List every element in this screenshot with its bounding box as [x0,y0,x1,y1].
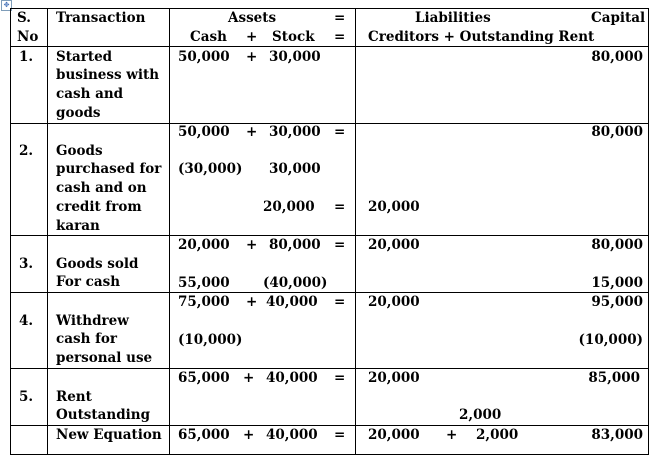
header-stock: Stock [272,29,315,45]
row-divider [11,368,648,369]
row2-open-capital: 80,000 [591,124,643,140]
row4-open-equals: = [334,294,346,310]
row4-desc-line: cash for [56,331,118,347]
header-plus: + [246,29,258,45]
row5-open-plus: + [243,370,255,386]
row4-open-cash: 75,000 [178,294,230,310]
header-transaction: Transaction [56,10,146,26]
row4-sno: 4. [19,313,34,329]
row3-sno: 3. [19,256,34,272]
row5-open-equals: = [334,370,346,386]
row2-cash-change: (30,000) [178,161,243,177]
row4-open-creditors: 20,000 [368,294,420,310]
row2-desc-line: cash and on [56,180,147,196]
move-handle-icon[interactable]: ✥ [1,0,12,11]
row5-desc-line: Outstanding [56,407,151,423]
row2-open-equals: = [334,124,346,140]
row3-open-cash: 20,000 [178,237,230,253]
header-liabilities: Liabilities [415,10,491,26]
row4-open-capital: 95,000 [591,294,643,310]
row4-desc-line: Withdrew [56,313,129,329]
final-equals: = [334,427,346,443]
row1-desc-line: cash and [56,86,124,102]
row5-open-creditors: 20,000 [368,370,420,386]
header-equals-2: = [334,29,346,45]
col-divider-sno [47,9,48,454]
row1-desc-line: Started [56,49,113,65]
row3-desc-line: For cash [56,274,121,290]
row3-stock-change: (40,000) [263,275,328,291]
row3-capital-change: 15,000 [591,275,643,291]
header-capital: Capital [591,10,646,26]
row-divider [11,235,648,236]
row4-cash-change: (10,000) [178,332,243,348]
row5-open-capital: 85,000 [588,370,640,386]
row3-open-stock: 80,000 [269,237,321,253]
row2-open-cash: 50,000 [178,124,230,140]
row4-open-plus: + [246,294,258,310]
row2-open-plus: + [246,124,258,140]
final-plus: + [243,427,255,443]
row2-equals-2: = [334,199,346,215]
row5-rent-change: 2,000 [459,407,502,423]
header-assets: Assets [228,10,277,26]
row3-cash-change: 55,000 [178,275,230,291]
row-divider [11,46,648,47]
final-capital: 83,000 [591,427,643,443]
row1-cash: 50,000 [178,49,230,65]
row5-open-cash: 65,000 [178,370,230,386]
header-creditors-rent: Creditors + Outstanding Rent [368,29,595,45]
row4-desc-line: personal use [56,350,153,366]
row5-sno: 5. [19,389,34,405]
header-cash: Cash [190,29,227,45]
row1-desc-line: business with [56,67,160,83]
final-label: New Equation [56,427,162,443]
header-no: No [17,29,39,45]
row2-desc-line: purchased for [56,161,162,177]
row2-desc-line: Goods [56,143,103,159]
row3-open-plus: + [246,237,258,253]
accounting-equation-table [10,8,649,455]
row-divider [11,123,648,124]
row5-open-stock: 40,000 [266,370,318,386]
row3-open-creditors: 20,000 [368,237,420,253]
row1-desc-line: goods [56,105,101,121]
row1-capital: 80,000 [591,49,643,65]
col-divider-transaction [169,9,170,454]
row2-sno: 2. [19,143,34,159]
final-stock: 40,000 [266,427,318,443]
row1-sno: 1. [19,49,34,65]
row4-capital-change: (10,000) [578,332,643,348]
header-equals: = [334,10,346,26]
row3-desc-line: Goods sold [56,256,139,272]
row3-open-equals: = [334,237,346,253]
col-divider-assets [355,9,356,454]
row3-open-capital: 80,000 [591,237,643,253]
row2-open-stock: 30,000 [269,124,321,140]
final-plus-2: + [446,427,458,443]
final-rent: 2,000 [476,427,519,443]
row2-stock2: 20,000 [263,199,315,215]
row-divider [11,292,648,293]
row2-creditors: 20,000 [368,199,420,215]
final-creditors: 20,000 [368,427,420,443]
row2-desc-line: karan [56,218,100,234]
row1-plus: + [246,49,258,65]
row1-stock: 30,000 [269,49,321,65]
row2-desc-line: credit from [56,199,142,215]
final-cash: 65,000 [178,427,230,443]
row4-open-stock: 40,000 [266,294,318,310]
row5-desc-line: Rent [56,389,92,405]
header-sno: S. [17,10,31,26]
row2-stock-change: 30,000 [269,161,321,177]
